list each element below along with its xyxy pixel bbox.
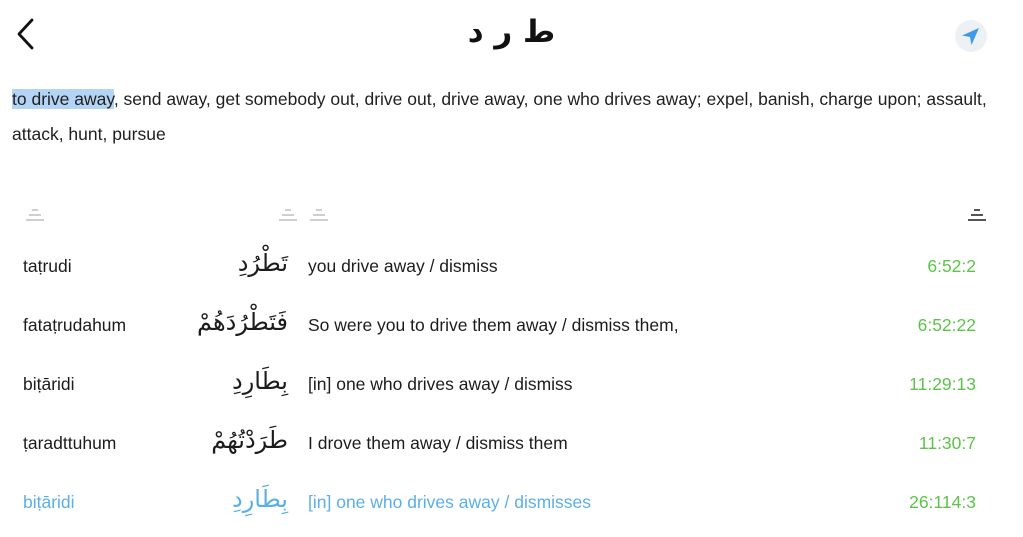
transliteration-cell: ṭaradttuhum xyxy=(23,433,117,453)
transliteration-cell: fataṭrudahum xyxy=(23,315,127,335)
transliteration-cell: biṭāridi xyxy=(23,492,75,512)
reference-link[interactable]: 6:52:2 xyxy=(927,256,976,276)
arabic-cell: طَرَدْتُهُمْ xyxy=(211,426,288,454)
table-row[interactable] xyxy=(0,365,1023,405)
transliteration-cell: biṭāridi xyxy=(23,374,75,394)
meaning-cell: you drive away / dismiss xyxy=(308,256,498,276)
meaning-cell: [in] one who drives away / dismisses xyxy=(308,492,592,512)
location-arrow-icon xyxy=(955,20,987,52)
reference-link[interactable]: 6:52:22 xyxy=(917,315,976,335)
table-row[interactable] xyxy=(0,424,1023,464)
arabic-cell: بِطَارِدِ xyxy=(232,485,288,513)
sort-lines-icon xyxy=(308,207,330,223)
transliteration-cell: taṭrudi xyxy=(23,256,72,276)
sort-lines-icon xyxy=(277,207,299,223)
arabic-cell: بِطَارِدِ xyxy=(232,367,288,395)
sort-lines-icon xyxy=(24,207,46,223)
reference-link[interactable]: 26:114:3 xyxy=(909,492,976,512)
arabic-cell: فَتَطْرُدَهُمْ xyxy=(197,308,288,336)
reference-link[interactable]: 11:30:7 xyxy=(918,433,976,453)
table-row[interactable] xyxy=(0,306,1023,346)
meaning-cell: So were you to drive them away / dismiss them, xyxy=(308,315,679,335)
arabic-cell: تَطْرُدِ xyxy=(237,249,288,277)
meaning-cell: I drove them away / dismiss them xyxy=(308,433,568,453)
sort-lines-icon xyxy=(966,207,988,223)
page-title: ط ر د xyxy=(467,14,556,50)
highlighted-definition-text[interactable]: to drive away xyxy=(12,89,114,109)
meaning-cell: [in] one who drives away / dismiss xyxy=(308,374,573,394)
definition-text: , send away, get somebody out, drive out, drive away, one who drives away; expel, banish, charge upon; assault, attack, hunt, pursue xyxy=(12,89,987,144)
table-row[interactable] xyxy=(0,247,1023,287)
sort-reference-button[interactable] xyxy=(966,207,988,223)
top-bar xyxy=(0,0,1023,75)
reference-link[interactable]: 11:29:13 xyxy=(909,374,976,394)
sort-meaning-button[interactable] xyxy=(308,207,330,223)
navigate-button[interactable] xyxy=(955,20,987,52)
sort-arabic-button[interactable] xyxy=(277,207,299,223)
root-definition xyxy=(12,82,1002,152)
sort-transliteration-button[interactable] xyxy=(24,207,46,223)
table-row-selected[interactable] xyxy=(0,483,1023,523)
